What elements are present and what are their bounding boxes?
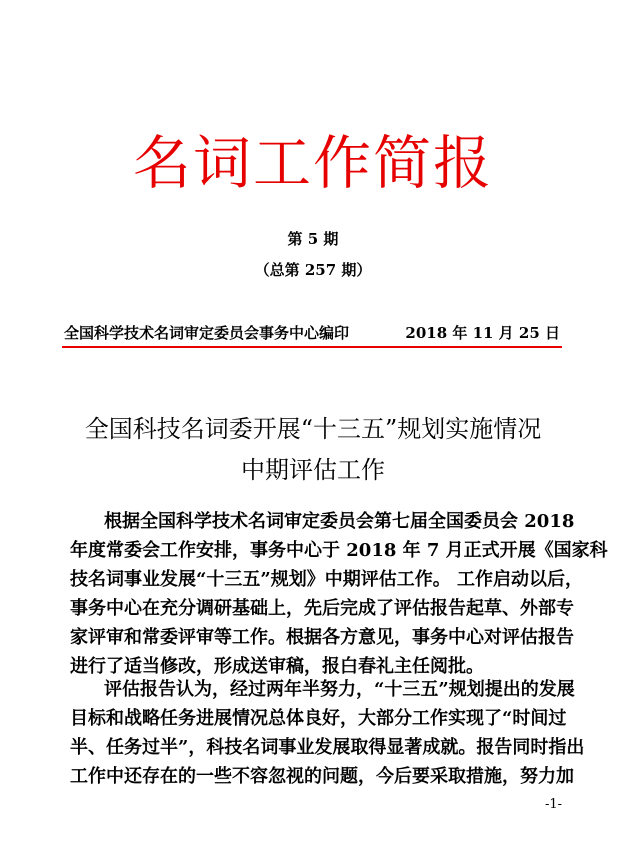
paragraph-line: 根据全国科学技术名词审定委员会第七届全国委员会 2018 — [104, 511, 575, 532]
editor-line: 全国科学技术名词审定委员会事务中心编印 — [64, 324, 350, 342]
article-heading-line-2: 中期评估工作 — [241, 456, 385, 484]
paragraph-line: 年度常委会工作安排，事务中心于 2018 年 7 月正式开展《国家科 — [70, 540, 608, 561]
paragraph-line: 技名词事业发展“十三五”规划》中期评估工作。 工作启动以后， — [70, 569, 583, 590]
issue-number: 第 5 期 — [287, 230, 339, 248]
article-heading-line-1: 全国科技名词委开展“十三五”规划实施情况 — [84, 415, 542, 443]
paragraph-line: 半、任务过半”，科技名词事业发展取得显著成就。报告同时指出 — [70, 737, 585, 758]
masthead-title: 名词工作简报 — [132, 129, 493, 197]
red-divider — [62, 346, 562, 348]
total-issue-number: （总第 257 期） — [254, 261, 372, 279]
publish-date: 2018 年 11 月 25 日 — [405, 324, 560, 342]
paragraph-line: 目标和战略任务进展情况总体良好，大部分工作实现了“时间过 — [70, 708, 567, 729]
paragraph-line: 进行了适当修改，形成送审稿，报白春礼主任阅批。 — [70, 656, 484, 677]
paragraph-line: 评估报告认为，经过两年半努力，“十三五”规划提出的发展 — [104, 679, 575, 700]
paragraph-line: 事务中心在充分调研基础上，先后完成了评估报告起草、外部专 — [70, 598, 574, 619]
page-number: -1- — [544, 797, 562, 812]
paragraph-line: 工作中还存在的一些不容忽视的问题，今后要采取措施，努力加 — [70, 766, 574, 787]
paragraph-line: 家评审和常委评审等工作。根据各方意见，事务中心对评估报告 — [70, 627, 574, 648]
